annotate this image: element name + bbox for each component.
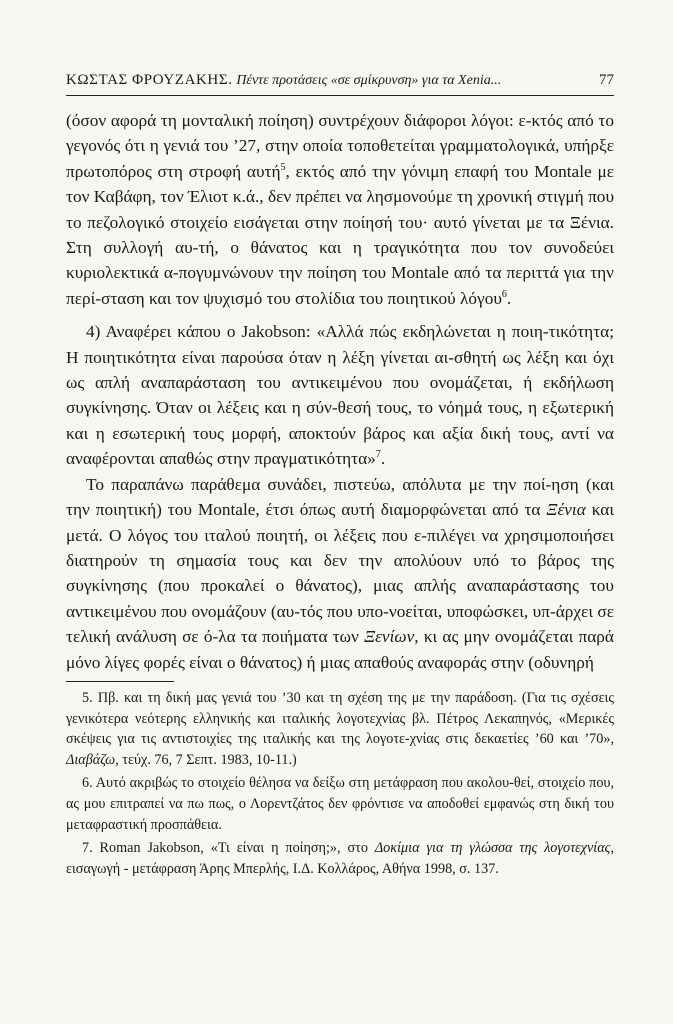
running-head-left xyxy=(66,70,501,91)
footnote-ref-7: 7 xyxy=(375,449,381,461)
paragraph-jakobson-quote: 4) Αναφέρει κάπου ο Jakobson: «Αλλά πώς εκδηλώνεται η ποιη-τικότητα; Η ποιητικότητα είναι παρούσα όταν η λέξη γίνεται αι-σθητή ως λέξη και όχι ως απλή αναπαράσταση του αντικειμένου που ονομάζεται, ή εκδήλωση συγκίνησης. Όταν οι λέξεις και η σύν-θεσή τους, το νόημά τους, η εξωτερική και η εσωτερική τους μορφή, αποκτούν βάρος και αξία δική τους, αντί να αναφέρονται απαθώς στην πραγματικότητα»$^7$. xyxy=(66,322,614,469)
italic-xenia: Ξένια xyxy=(546,500,586,520)
book-page xyxy=(66,70,614,879)
footnote-separator xyxy=(66,681,174,682)
page-number: 77 xyxy=(599,72,614,88)
body-text xyxy=(66,108,614,675)
running-head xyxy=(66,70,614,96)
italic-xenion: Ξενίων xyxy=(364,627,415,647)
paragraph-montale-analysis: Το παραπάνω παράθεμα συνάδει, πιστεύω, απόλυτα με την ποί-ηση (και την ποιητική) του Montale, έτσι όπως αυτή διαμορφώνεται από τα Ξένια και μετά. Ο λόγος του ιταλού ποιητή, οι λέξεις που ε-πιλέγει να χρησιμοποιήσει διατηρούν τη σημασία τους και δεν την απολύουν υπό το βάρος της συγκίνησης (που προκαλεί ο θάνατος), μιας απλής αναπαράστασης του αντικειμένου που ονομάζουν (αυ-τός που υπο-νοείται, υποφώσκει, υπ-άρχει σε τελική ανάλυση σε ό-λα τα ποιήματα των Ξενίων, κι ας μην ονομάζεται παρά μόνο λίγες φορές είναι ο θάνατος) ή μιας απαθούς αναφοράς στην (οδυνηρή xyxy=(66,474,614,672)
paragraph-continuation: (όσον αφορά τη μονταλική ποίηση) συντρέχουν διάφοροι λόγοι: ε-κτός από το γεγονός ότι η γενιά του ’27, στην οποία τοποθετείται γραμματολογικά, υπήρξε πρωτοπόρος στη στροφή αυτή$^5$, εκτός από την γόνιμη επαφή του Montale με τον Καβάφη, τον Έλιοτ κ.ά., δεν πρέπει να λησμονούμε τη χρονική στιγμή που το πεζολογικό στοιχείο εισάγεται στην ποίησή του· αυτό γίνεται με τα Ξένια. Στη συλλογή αυ-τή, ο θάνατος και η τραγικότητα που τον συνοδεύει κυριολεκτικά α-πογυμνώνουν την ποίηση του Montale από τα περιττά για την περί-σταση και τον ψυχισμό του στολίδια του ποιητικού λόγου$^6$. xyxy=(66,111,614,308)
footnote-7: 7. Roman Jakobson, «Τι είναι η ποίηση;», στο Δοκίμια για τη γλώσσα της λογοτεχνίας, εισαγωγή - μετάφραση Άρης Μπερλής, Ι.Δ. Κολλάρος, Αθήνα 1998, σ. 137. xyxy=(66,840,614,877)
footnote-5: 5. Πβ. και τη δική μας γενιά του ’30 και τη σχέση της με την παράδοση. (Για τις σχέσεις γενικότερα νεότερης ελληνικής και ιταλικής λογοτεχνίας βλ. Πέτρος Λεκαπηνός, «Μερικές σκέψεις για τις αντιστοιχίες της ιταλικής και της λογοτε-χνίας στις δεκαετίες ’60 και ’70», Διαβάζω, τεύχ. 76, 7 Σεπτ. 1983, 10-11.) xyxy=(66,689,614,768)
running-head-title: Πέντε προτάσεις «σε σμίκρυνση» για τα Xenia... xyxy=(236,73,502,88)
footnote-ref-6: 6 xyxy=(501,289,507,301)
footnote-6: 6. Αυτό ακριβώς το στοιχείο θέλησα να δείξω στη μετάφραση που ακολου-θεί, στοιχείο που, ας μου επιτραπεί να πω πως, ο Λορεντζάτος δεν φρόντισε να αποδοθεί εμφανώς στη δική του μεταφραστική προσπάθεια. xyxy=(66,775,614,833)
footnote-ref-5: 5 xyxy=(280,162,286,174)
running-head-author: ΚΩΣΤΑΣ ΦΡΟΥΖΑΚΗΣ. xyxy=(66,72,233,88)
footnotes xyxy=(66,688,614,879)
